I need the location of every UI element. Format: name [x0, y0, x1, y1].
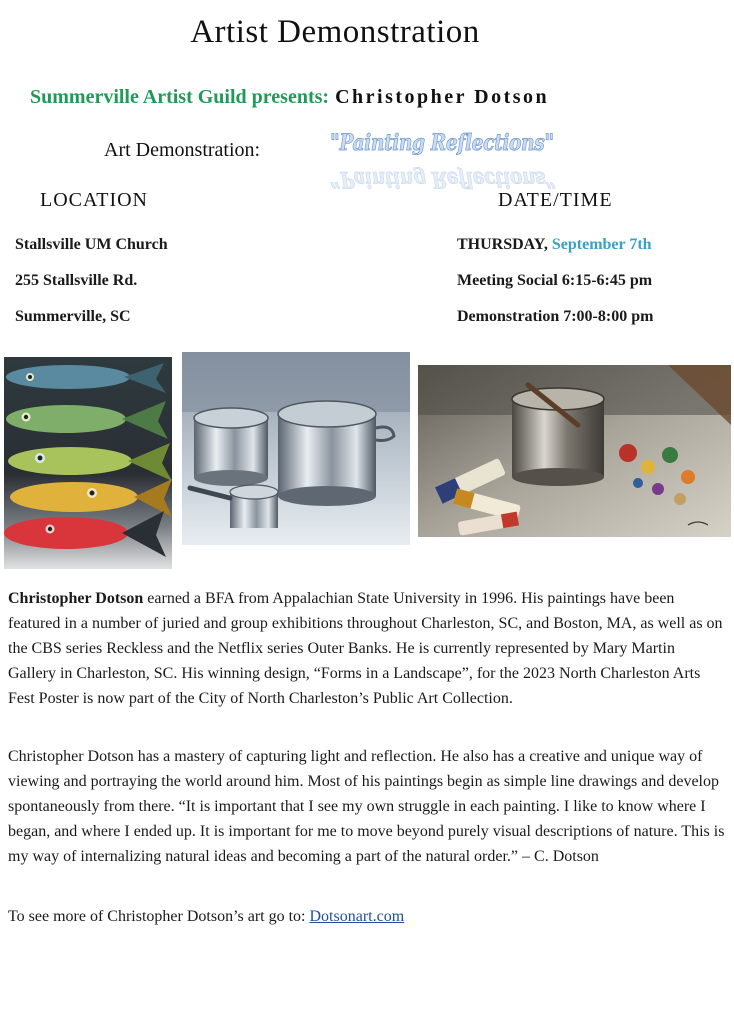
presenter-line: [30, 86, 549, 109]
location-line-2: 255 Stallsville Rd.: [15, 272, 138, 289]
datetime-heading: DATE/TIME: [498, 189, 613, 211]
event-day: [457, 236, 652, 254]
page-title: Artist Demonstration: [190, 14, 480, 50]
event-date: September 7th: [551, 236, 652, 253]
location-line-3: Summerville, SC: [15, 308, 131, 325]
demo-title-reflection: “Painting Reflections”: [330, 166, 556, 192]
event-demo-time: Demonstration 7:00-8:00 pm: [457, 308, 654, 325]
location-line-1: Stallsville UM Church: [15, 236, 168, 253]
bio-text-1: earned a BFA from Appalachian State University in 1996. His paintings have been featured in a number of juried and group exhibitions throughout Charleston, SC, and Boston, MA, as well as on the CBS series Reckless and the Netflix series Outer Banks. He is currently represented by Mary Martin Gallery in Charleston, SC. His winning design, “Forms in a Landscape”, for the 2023 North Charleston Arts Fest Poster is now part of the City of North Charleston’s Public Art Collection.: [8, 590, 723, 707]
bio-paragraph-1: [8, 586, 726, 711]
event-social: Meeting Social 6:15-6:45 pm: [457, 272, 653, 289]
painting-fish: [4, 357, 172, 569]
guild-name: Summerville Artist Guild presents:: [30, 86, 330, 108]
artist-name: Christopher Dotson: [335, 86, 550, 108]
bio-artist-name: Christopher Dotson: [8, 590, 144, 607]
website-prompt: To see more of Christopher Dotson’s art go to:: [8, 908, 310, 925]
website-link[interactable]: Dotsonart.com: [309, 908, 405, 925]
demo-title-wordart: "Painting Reflections": [330, 130, 554, 156]
bio-paragraph-2: [8, 744, 726, 869]
painting-pots: [182, 352, 410, 545]
bio-text-2: Christopher Dotson has a mastery of capturing light and reflection. He also has a creative and unique way of viewing and portraying the world around him. Most of his paintings begin as simple line drawings and develop spontaneously from there. “It is important that I see my own struggle in each painting. I like to know where I began, and where I ended up. It is important for me to move beyond purely visual descriptions of nature. This is my way of internalizing natural ideas and becoming a part of the natural order.” – C. Dotson: [8, 748, 725, 865]
event-weekday: THURSDAY,: [457, 236, 548, 253]
website-line: [8, 904, 726, 929]
demo-label: Art Demonstration:: [104, 139, 261, 161]
painting-paint-tubes: [418, 365, 731, 537]
location-heading: LOCATION: [40, 189, 148, 211]
